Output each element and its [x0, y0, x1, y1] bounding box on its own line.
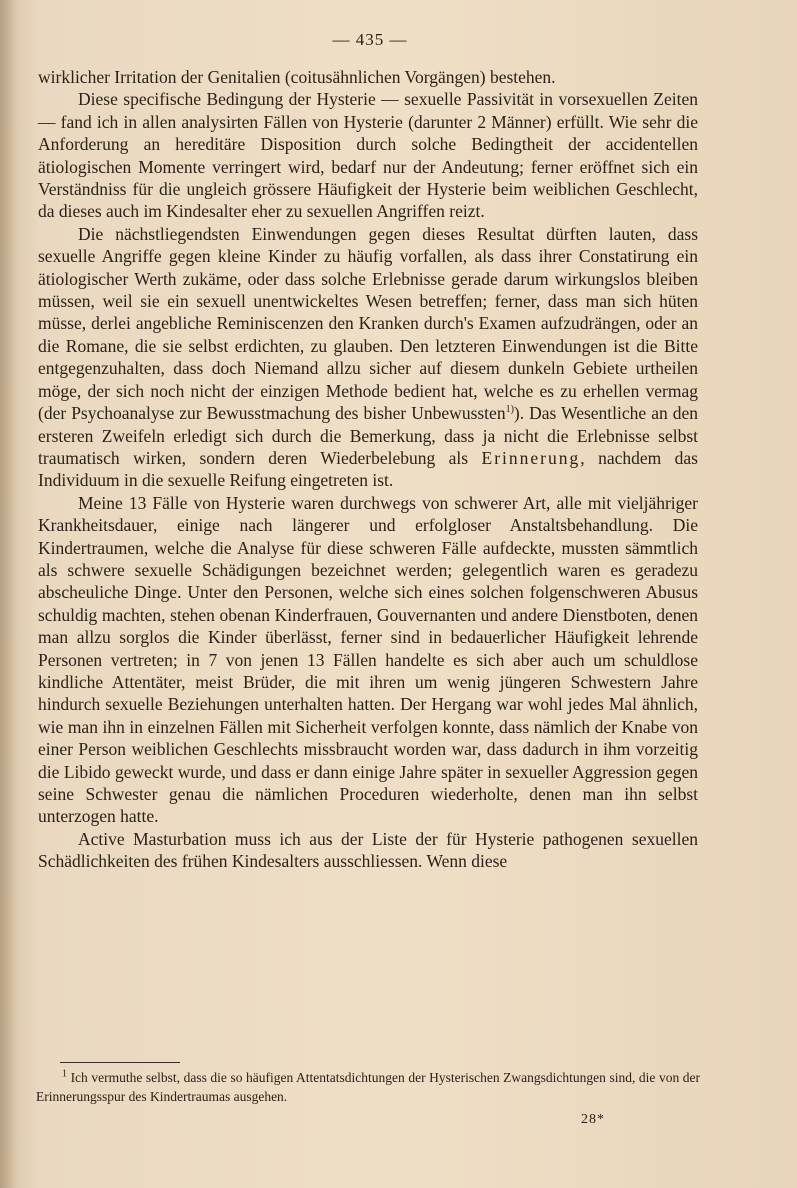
signature-mark: 28* — [581, 1112, 605, 1127]
paragraph-4: Meine 13 Fälle von Hysterie waren durchwegs von schwerer Art, alle mit vieljähriger Krankheitsdauer, einige nach längerer und erfolgloser Anstaltsbehandlung. Die Kindertraumen, welche die Analyse für diese schweren Fälle aufdeckte, mussten sämmtlich als schwere sexuelle Schädigungen bezeichnet werden; gelegentlich waren es geradezu abscheuliche Dinge. Unter den Personen, welche sich eines solchen folgenschweren Abusus schuldig machten, stehen obenan Kinderfrauen, Gouvernanten und andere Dienstboten, denen man allzu sorglos die Kinder überlässt, ferner sind in bedauerlicher Häufigkeit lehrende Personen vertreten; in 7 von jenen 13 Fällen handelte es sich aber auch um schuldlose kindliche Attentäter, meist Brüder, die mit ihren um wenig jüngeren Schwestern Jahre hindurch sexuelle Beziehungen unterhalten hatten. Der Hergang war wohl jedes Mal ähnlich, wie man ihn in einzelnen Fällen mit Sicherheit verfolgen konnte, dass nämlich der Knabe von einer Person weiblichen Geschlechts missbraucht worden war, dass dadurch in ihm vorzeitig die Libido geweckt wurde, und dass er dann einige Jahre später in sexueller Aggression gegen seine Schwester genau die nämlichen Proceduren wiederholte, denen man ihn selbst unterzogen hatte. — [38, 492, 698, 827]
paragraph-3-part-1: Die nächstliegendsten Einwendungen gegen dieses Resultat dürften lauten, dass sexuelle Angriffe gegen kleine Kinder zu häufig vorfallen, als dass ihrer Constatirung ein ätiologischer Werth zukäme, oder dass solche Erlebnisse gerade darum wirkungslos bleiben müssen, weil sie ein sexuell unentwickeltes Wesen betreffen; ferner, dass man sich hüten müsse, derlei angebliche Reminiscenzen den Kranken durch's Examen aufzudrängen, oder an die Romane, die sie selbst erdichten, zu glauben. Den letzteren Einwendungen ist die Bitte entgegenzuhalten, dass doch Niemand allzu sicher auf diesem dunkeln Gebiete urtheilen möge, der sich noch nicht der einzigen Methode bedient hat, welche es zu erhellen vermag (der Psychoanalyse zur Bewusstmachung des bisher Unbewussten — [38, 223, 698, 424]
footnote-text: Ich vermuthe selbst, dass die so häufigen Attentatsdichtungen der Hysterischen Zwangsdichtungen sind, die von der Erinnerungsspur des Kindertraumas ausgehen. — [36, 1070, 700, 1104]
paragraph-1: wirklicher Irritation der Genitalien (coitusähnlichen Vorgängen) bestehen. — [38, 67, 556, 87]
page-number: — 435 — — [332, 30, 408, 49]
footnote — [36, 1068, 700, 1106]
paragraph-3 — [38, 223, 698, 492]
footnote-divider — [60, 1062, 180, 1063]
footnote-reference: 1) — [505, 404, 514, 416]
paragraph-2: Diese specifische Bedingung der Hysterie — sexuelle Passivität in vorsexuellen Zeiten — fand ich in allen analysirten Fällen von Hysterie (darunter 2 Männer) erfüllt. Wie sehr die Anforderung an hereditäre Disposition durch solche Bedingtheit der accidentellen ätiologischen Momente verringert wird, bedarf nur der Andeutung; ferner eröffnet sich ein Verständniss für die ungleich grössere Häufigkeit der Hysterie beim weiblichen Geschlecht, da dieses auch im Kindesalter eher zu sexuellen Angriffen reizt. — [38, 89, 698, 222]
paragraph-3-part-3: , nachdem das Individuum in die sexuelle Reifung eingetreten ist. — [38, 447, 698, 491]
paragraph-5: Active Masturbation muss ich aus der Liste der für Hysterie pathogenen sexuellen Schädlichkeiten des frühen Kindesalters ausschliessen. Wenn diese — [38, 828, 698, 872]
footnote-marker: 1 — [62, 1068, 67, 1080]
emphasis-erinnerung: Erinnerung — [481, 447, 581, 468]
paragraph-3-part-2: ). Das Wesentliche an den ersteren Zweifeln erledigt sich durch die Bemerkung, dass ja nicht die Erlebnisse selbst traumatisch wirken, sondern deren Wiederbelebung als — [38, 403, 699, 468]
page-gutter-shadow — [0, 0, 18, 1188]
body-text — [38, 66, 698, 873]
